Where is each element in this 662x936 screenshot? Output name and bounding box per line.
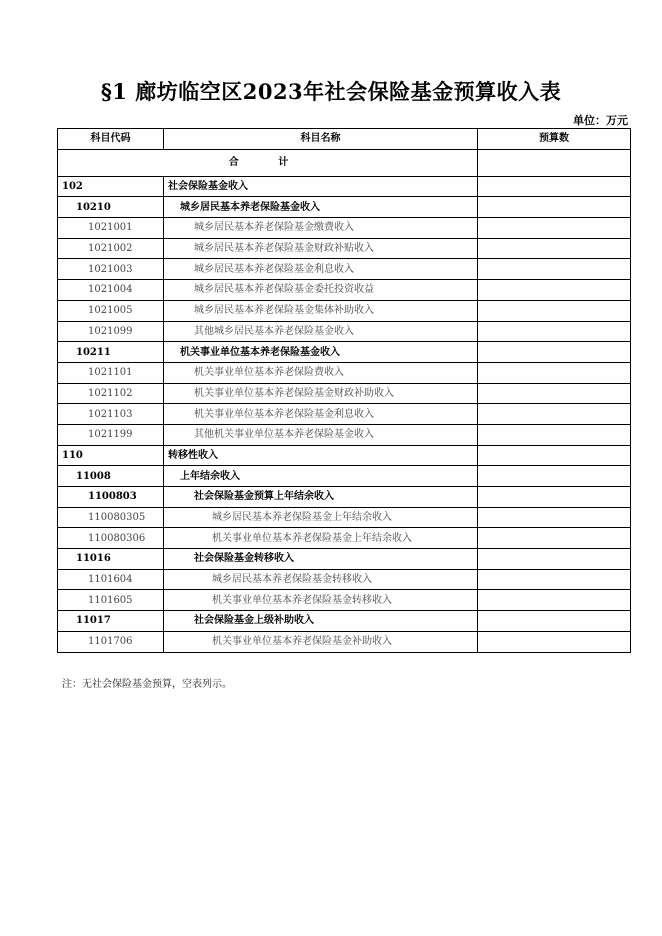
budget-amount [478,362,631,383]
table-row [58,218,631,239]
page-title: §1 廊坊临空区2023年社会保险基金预算收入表 [100,79,562,104]
budget-amount [478,300,631,321]
subject-name: 机关事业单位基本养老保险基金财政补助收入 [164,383,478,404]
subject-name: 城乡居民基本养老保险基金转移收入 [164,569,478,590]
subject-code: 10211 [58,342,164,363]
budget-amount [478,611,631,632]
subject-code: 1021199 [58,424,164,445]
subject-code: 1021101 [58,362,164,383]
subject-code: 1021004 [58,280,164,301]
budget-amount [478,528,631,549]
budget-amount [478,424,631,445]
subject-code: 110080306 [58,528,164,549]
table-row [58,424,631,445]
budget-amount [478,631,631,652]
table-row [58,362,631,383]
subject-name: 社会保险基金收入 [164,176,478,197]
subject-code: 1021103 [58,404,164,425]
subject-code: 110 [58,445,164,466]
table-row [58,280,631,301]
budget-amount [478,176,631,197]
subject-name: 机关事业单位基本养老保险基金收入 [164,342,478,363]
subject-name: 机关事业单位基本养老保险基金上年结余收入 [164,528,478,549]
budget-amount [478,445,631,466]
subject-name: 城乡居民基本养老保险基金财政补贴收入 [164,238,478,259]
budget-amount [478,487,631,508]
table-row [58,466,631,487]
header-row [58,129,631,150]
budget-amount [478,590,631,611]
subject-code: 1101604 [58,569,164,590]
budget-amount [478,197,631,218]
table-row [58,404,631,425]
table-row [58,321,631,342]
budget-amount [478,383,631,404]
subject-code: 110080305 [58,507,164,528]
unit-label: 单位：万元 [573,114,628,127]
subject-code: 11008 [58,466,164,487]
subject-code: 1101706 [58,631,164,652]
budget-amount [478,280,631,301]
table-row [58,507,631,528]
header-amount: 预算数 [478,129,631,150]
budget-amount [478,321,631,342]
budget-amount [478,466,631,487]
subject-name: 机关事业单位基本养老保险基金利息收入 [164,404,478,425]
table-row [58,197,631,218]
subject-code: 1101605 [58,590,164,611]
subject-name: 上年结余收入 [164,466,478,487]
subject-name: 机关事业单位基本养老保险基金转移收入 [164,590,478,611]
subject-name: 社会保险基金预算上年结余收入 [164,487,478,508]
table-row [58,549,631,570]
total-row [58,149,631,176]
budget-amount [478,404,631,425]
subject-name: 城乡居民基本养老保险基金集体补助收入 [164,300,478,321]
table-row [58,590,631,611]
table-row [58,238,631,259]
table-row [58,611,631,632]
budget-amount [478,507,631,528]
table-row [58,300,631,321]
subject-name: 社会保险基金上级补助收入 [164,611,478,632]
table-row [58,487,631,508]
budget-table [57,128,631,653]
total-label: 合 计 [58,149,478,176]
budget-amount [478,238,631,259]
table-row [58,383,631,404]
subject-code: 10210 [58,197,164,218]
subject-code: 11017 [58,611,164,632]
footnote: 注：无社会保险基金预算，空表列示。 [62,679,232,690]
subject-name: 机关事业单位基本养老保险基金补助收入 [164,631,478,652]
subject-name: 城乡居民基本养老保险基金缴费收入 [164,218,478,239]
subject-code: 1021102 [58,383,164,404]
budget-amount [478,342,631,363]
subject-name: 城乡居民基本养老保险基金收入 [164,197,478,218]
subject-code: 102 [58,176,164,197]
subject-code: 1021099 [58,321,164,342]
subject-name: 其他城乡居民基本养老保险基金收入 [164,321,478,342]
table-row [58,259,631,280]
subject-code: 11016 [58,549,164,570]
subject-name: 其他机关事业单位基本养老保险基金收入 [164,424,478,445]
table-row [58,631,631,652]
total-amount [478,149,631,176]
subject-code: 1021001 [58,218,164,239]
subject-name: 城乡居民基本养老保险基金委托投资收益 [164,280,478,301]
subject-name: 机关事业单位基本养老保险费收入 [164,362,478,383]
budget-amount [478,549,631,570]
budget-amount [478,259,631,280]
subject-name: 社会保险基金转移收入 [164,549,478,570]
subject-code: 1021002 [58,238,164,259]
table-row [58,445,631,466]
header-code: 科目代码 [58,129,164,150]
subject-code: 1021005 [58,300,164,321]
subject-name: 城乡居民基本养老保险基金上年结余收入 [164,507,478,528]
budget-amount [478,218,631,239]
table-row [58,569,631,590]
subject-code: 1100803 [58,487,164,508]
subject-name: 转移性收入 [164,445,478,466]
subject-name: 城乡居民基本养老保险基金利息收入 [164,259,478,280]
table-row [58,176,631,197]
table-row [58,528,631,549]
header-name: 科目名称 [164,129,478,150]
subject-code: 1021003 [58,259,164,280]
budget-amount [478,569,631,590]
table-row [58,342,631,363]
